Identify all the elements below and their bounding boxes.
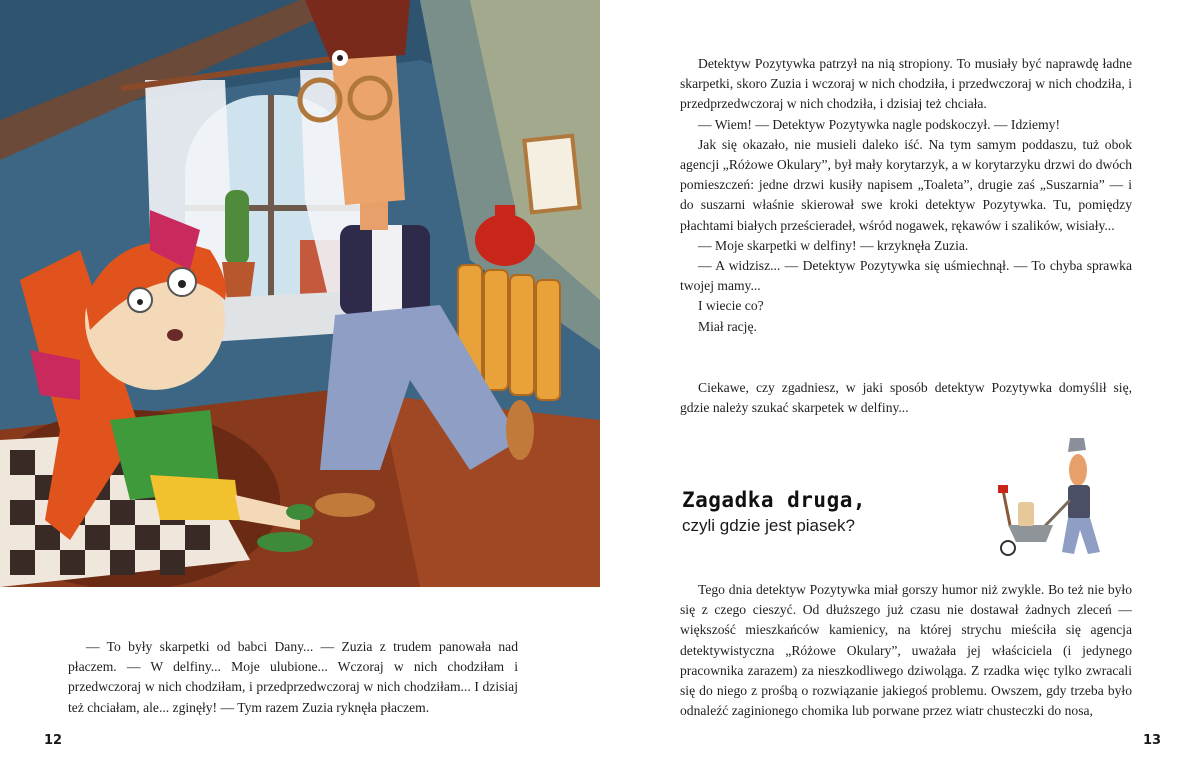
paragraph: I wiecie co? xyxy=(698,298,764,314)
right-page-bottom-text xyxy=(680,580,1132,721)
paragraph: — To były skarpetki od babci Dany... — Zuzia z trudem panowała nad płaczem. — W delfiny... Moje ulubione... Wczoraj w nich chodziłam i przedwczoraj w nich chodziłam, i przedprzedwczoraj w nich chodziłam... I dzisiaj też chciałam, ale... zginęły! — Tym razem Zuzia ryknęła płaczem. xyxy=(68,639,518,715)
paragraph: Miał rację. xyxy=(698,318,757,334)
paragraph: Ciekawe, czy zgadniesz, w jaki sposób detektyw Pozytywka domyślił się, gdzie należy szukać skarpetek w delfiny... xyxy=(680,380,1132,416)
question-text xyxy=(680,378,1132,418)
right-page xyxy=(600,0,1200,782)
paragraph: — A widzisz... — Detektyw Pozytywka się uśmiechnął. — To chyba sprawka twojej mamy... xyxy=(680,258,1132,294)
story-illustration xyxy=(0,0,600,587)
paragraph: Jak się okazało, nie musieli daleko iść. Na tym samym poddaszu, tuż obok agencji „Różowe Okulary”, był mały korytarzyk, a w korytarzyku drzwi do dwóch pomieszczeń: jedne drzwi kusiły napisem „Toaleta”, drugie zaś „Suszarnia” — i do suszarni właśnie skierował swe kroki detektyw Pozytywka. Tu, pomiędzy płachtami białych prześcieradeł, wśród nogawek, rękawów i szalików, wisiały... xyxy=(680,136,1132,233)
paragraph: — Moje skarpetki w delfiny! — krzyknęła Zuzia. xyxy=(698,237,969,253)
chapter-title: Zagadka druga, xyxy=(682,488,867,512)
page-number-left: 12 xyxy=(44,733,63,748)
paragraph: Tego dnia detektyw Pozytywka miał gorszy humor niż zwykle. Bo też nie było się z czego cieszyć. Od dłuższego już czasu nie dostawał żadnych zleceń — większość mieszkańców kamienicy, na której strychu mieściła się agencja detektywistyczna „Różowe Okulary”, uważała jej właściciela (i jedynego pracownika zarazem) za nieszkodliwego dziwoląga. Z rzadka więc tylko zwracali się do niego z prośbą o rozwiązanie jakiegoś problemu. Owszem, gdy trzeba było odnaleźć zaginionego chomika lub porwane przez wiatr chusteczki do nosa, xyxy=(680,582,1132,719)
chapter-subtitle: czyli gdzie jest piasek? xyxy=(682,516,855,535)
right-page-top-text xyxy=(680,54,1132,337)
paragraph: Detektyw Pozytywka patrzył na nią stropiony. To musiały być naprawdę ładne skarpetki, skoro Zuzia i wczoraj w nich chodziła, i przedwczoraj w nich chodziła, i przedprzedwczoraj w nich chodziła, i dzisiaj też chciała. xyxy=(680,56,1132,112)
left-page-text xyxy=(68,637,518,718)
chapter-heading xyxy=(682,488,866,536)
page-number-right: 13 xyxy=(1143,733,1162,748)
wheelbarrow-illustration xyxy=(988,430,1118,560)
paragraph: — Wiem! — Detektyw Pozytywka nagle podskoczył. — Idziemy! xyxy=(698,116,1060,132)
